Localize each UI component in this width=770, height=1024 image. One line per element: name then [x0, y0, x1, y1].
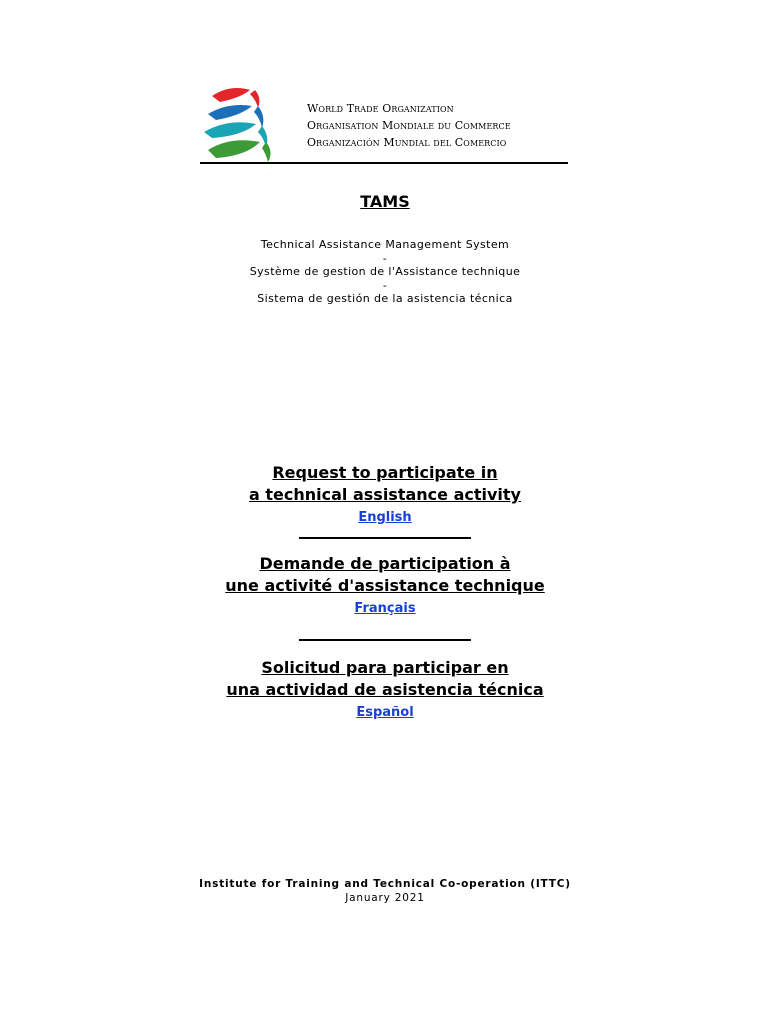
org-name-fr: Organisation Mondiale du Commerce [307, 119, 511, 132]
header-divider [200, 162, 568, 164]
francais-link[interactable]: Français [354, 601, 416, 616]
footer-institute: Institute for Training and Technical Co-operation (ITTC) [199, 878, 571, 890]
section-title-line1: Request to participate in [272, 463, 498, 482]
section-title-line2: una actividad de asistencia técnica [226, 680, 544, 699]
section-title-line1: Solicitud para participar en [261, 658, 509, 677]
section-title-line2: une activité d'assistance technique [225, 576, 545, 595]
tams-subtitle [0, 238, 770, 306]
section-spanish [0, 657, 770, 722]
tams-title: TAMS [360, 192, 410, 211]
section-english [0, 462, 770, 527]
subtitle-dash: - [382, 251, 388, 265]
subtitle-fr: Système de gestion de l'Assistance technique [249, 265, 521, 278]
wto-header [200, 84, 570, 168]
english-link[interactable]: English [358, 510, 412, 525]
subtitle-es: Sistema de gestión de la asistencia técnica [257, 292, 513, 305]
section-separator [299, 639, 471, 641]
org-names [307, 100, 511, 151]
section-separator [299, 537, 471, 539]
subtitle-dash: - [382, 278, 388, 292]
org-name-en: World Trade Organization [307, 102, 454, 115]
footer-date: January 2021 [345, 892, 425, 904]
section-title-line1: Demande de participation à [259, 554, 511, 573]
subtitle-en: Technical Assistance Management System [260, 238, 510, 251]
footer [0, 877, 770, 905]
espanol-link[interactable]: Español [356, 705, 414, 720]
org-name-es: Organización Mundial del Comercio [307, 136, 507, 149]
wto-logo-icon [200, 84, 278, 164]
section-title-line2: a technical assistance activity [249, 485, 521, 504]
section-french [0, 553, 770, 618]
